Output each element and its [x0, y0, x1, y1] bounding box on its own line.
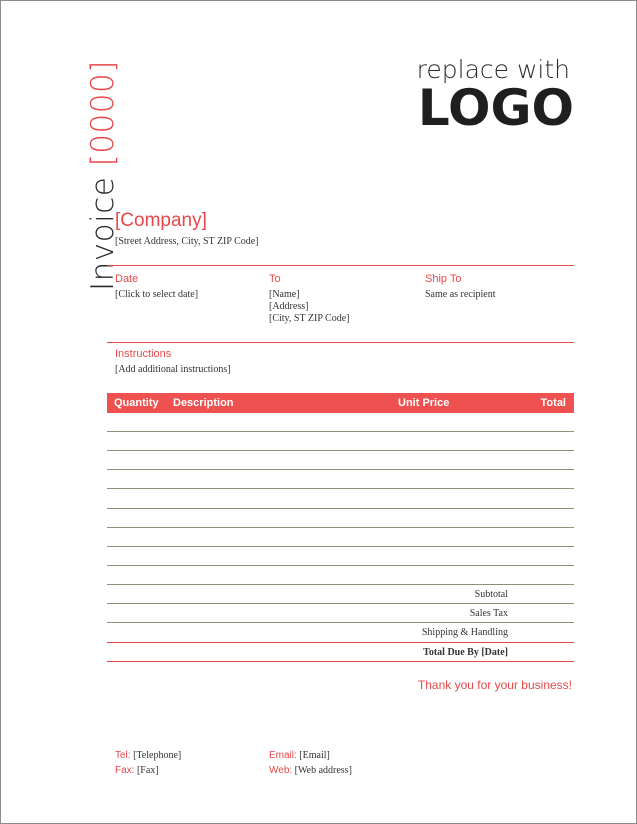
table-row[interactable]	[107, 527, 574, 528]
table-row[interactable]	[107, 584, 574, 585]
divider	[107, 661, 574, 662]
table-row[interactable]	[107, 508, 574, 509]
divider	[107, 622, 574, 623]
col-total: Total	[540, 397, 566, 409]
col-unit-price: Unit Price	[398, 397, 450, 409]
subtotal-label: Subtotal	[474, 589, 508, 600]
telephone-label: Tel:	[115, 750, 131, 761]
invoice-number[interactable]: [0000]	[85, 60, 121, 167]
col-quantity: Quantity	[114, 397, 159, 409]
thank-you-message: Thank you for your business!	[417, 678, 572, 692]
email-label: Email:	[269, 750, 297, 761]
table-row[interactable]	[107, 469, 574, 470]
table-row[interactable]	[107, 546, 574, 547]
footer-telephone	[115, 750, 181, 761]
to-name[interactable]: [Name]	[269, 289, 300, 300]
company-address[interactable]: [Street Address, City, ST ZIP Code]	[115, 236, 259, 247]
divider	[107, 642, 574, 643]
footer-fax	[115, 765, 159, 776]
table-row[interactable]	[107, 450, 574, 451]
shipto-value[interactable]: Same as recipient	[425, 289, 496, 300]
items-table-header	[107, 393, 574, 413]
logo-placeholder[interactable]: LOGO	[417, 79, 574, 137]
fax-label: Fax:	[115, 765, 135, 776]
shipto-label: Ship To	[425, 273, 462, 285]
footer-email	[269, 750, 330, 761]
table-row[interactable]	[107, 431, 574, 432]
invoice-title	[85, 60, 121, 291]
telephone-value[interactable]: [Telephone]	[133, 750, 182, 761]
table-row[interactable]	[107, 565, 574, 566]
date-label: Date	[115, 273, 139, 285]
col-description: Description	[173, 397, 234, 409]
footer-web	[269, 765, 352, 776]
date-value[interactable]: [Click to select date]	[115, 289, 199, 300]
table-row[interactable]	[107, 488, 574, 489]
divider	[107, 265, 574, 266]
logo-caption: replace with	[416, 55, 570, 84]
fax-value[interactable]: [Fax]	[136, 765, 159, 776]
sales-tax-label: Sales Tax	[469, 608, 508, 619]
company-name[interactable]: [Company]	[115, 210, 207, 231]
to-label: To	[269, 273, 281, 285]
web-value[interactable]: [Web address]	[294, 765, 352, 776]
divider	[107, 603, 574, 604]
to-address[interactable]: [Address]	[269, 301, 309, 312]
shipping-label: Shipping & Handling	[421, 627, 508, 638]
web-label: Web:	[269, 765, 293, 776]
to-city[interactable]: [City, ST ZIP Code]	[269, 313, 350, 324]
email-value[interactable]: [Email]	[299, 750, 330, 761]
instructions-label: Instructions	[115, 348, 172, 360]
total-due-label: Total Due By [Date]	[423, 647, 508, 658]
invoice-title-word: Invoice	[85, 176, 121, 291]
instructions-value[interactable]: [Add additional instructions]	[115, 364, 231, 375]
divider	[107, 342, 574, 343]
